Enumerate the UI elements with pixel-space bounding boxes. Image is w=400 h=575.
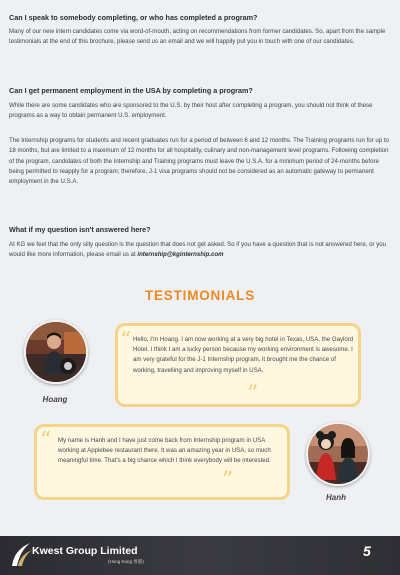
hanh-photo: [306, 422, 370, 486]
page-number: 5: [363, 543, 371, 559]
open-quote-icon: “: [40, 428, 52, 453]
hanh-quote: My name is Hanh and I have just come back from Internship program in USA working at Applebee restaurant there. It was an amazing year in USA, so much meaningful time. That's a big chance which I think everybody will be interested.: [58, 437, 271, 465]
faq-question-3: What if my question isn't answered here?: [9, 225, 151, 234]
contact-email-link[interactable]: internship@kginternship.com: [137, 251, 224, 259]
kwest-logo-icon: [8, 540, 34, 568]
brand-name: Kwest Group Limited: [32, 545, 138, 557]
hanh-name: Hanh: [326, 493, 346, 502]
faq-question-2: Can I get permanent employment in the USA by completing a program?: [9, 86, 253, 95]
faq-question-1: Can I speak to somebody completing, or who has completed a program?: [9, 13, 258, 22]
brand-subtitle: (Hong Kong 香港): [108, 559, 144, 564]
faq-answer-3: [9, 240, 389, 261]
hoang-quote: Hello, I'm Hoang. I am now working at a very big hotel in Texas, USA, the Gaylord Hotel. I think I am a lucky person because my working environment is awesome. I am very grateful for the J-1 Internship program, it brought me the chance of working, travelling and improving myself in USA.: [133, 336, 354, 374]
close-quote-icon: ”: [222, 468, 234, 493]
hoang-name: Hoang: [42, 395, 68, 404]
faq-answer-1: Many of our new intern candidates come via word-of-mouth, acting on recommendations from former candidates. So, apart from the sample testimonials at the end of this brochure, please send us an email and we will happily put you in touch with one of our candidates.: [9, 28, 386, 46]
open-quote-icon: “: [120, 328, 132, 353]
hoang-photo: [24, 320, 88, 384]
faq-answer-3-text: At KG we feel that the only silly question is the question that does not get asked. So if you have a question that is not answered here, or you would like more information, please email us at: [9, 241, 387, 259]
close-quote-icon: ”: [247, 382, 259, 407]
faq-answer-2-para-1: While there are some candidates who are sponsored to the U.S. by their host after completing a program, you should not think of these programs as a way to obtain permanent U.S. employment.: [9, 102, 373, 120]
testimonials-title: TESTIMONIALS: [144, 288, 256, 303]
faq-answer-2-para-2: The Internship programs for students and recent graduates run for a period of between 6 and 12 months. The Training programs run for up to 18 months, but are limited to a maximum of 12 months for all hospitality, culinary and non-management level programs. Following completion of the program, candidates of both the Internship and Training programs must leave the U.S.A. for a minimum period of 24-months before being permitted to reapply for a program; therefore, J-1 visa programs should not be considered as an automatic gateway to permanent employment in the U.S.A.: [9, 137, 389, 186]
